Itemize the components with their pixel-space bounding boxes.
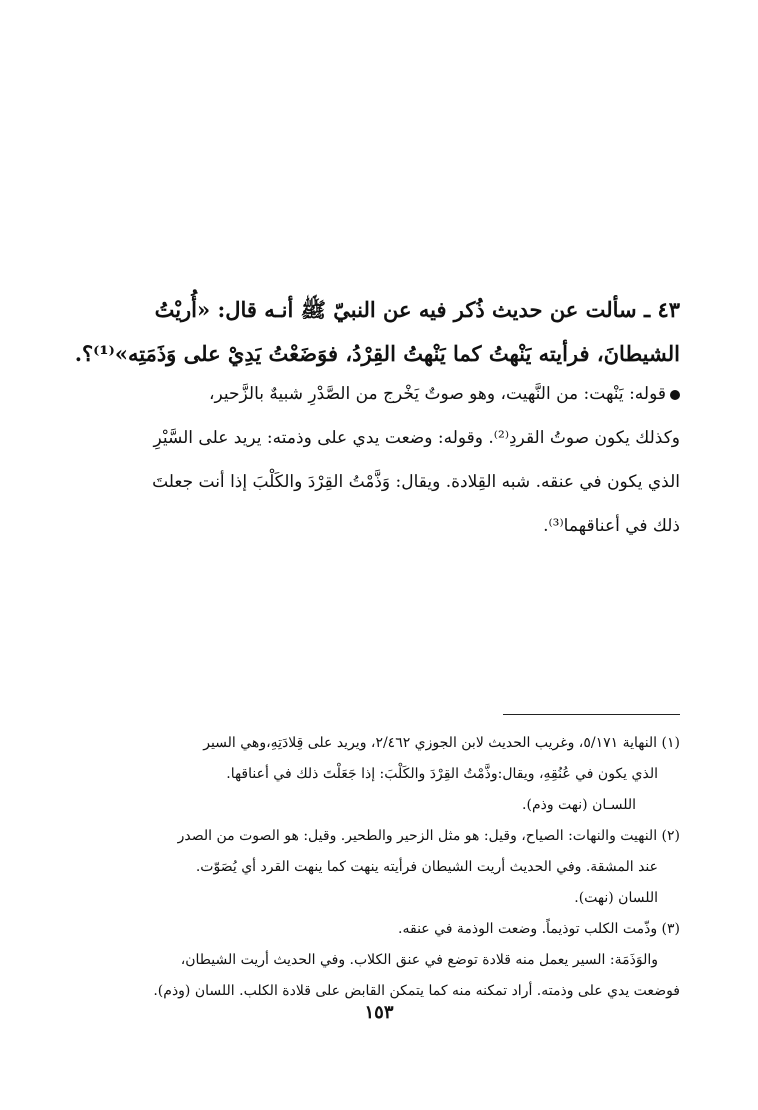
body-line-1 bbox=[70, 372, 680, 416]
footnote-3-line-3: فوضعت يدي على وذمته. أراد تمكنه منه كما يتمكن القابض على قلادة الكلب. اللسان (وذم). bbox=[153, 983, 680, 999]
bullet-icon bbox=[670, 390, 680, 400]
heading-line-2: الشيطانَ، فرأيته يَنْهتُ كما يَنْهتُ القِرْدُ، فوَضَعْتُ يَدِيْ على وَذَمَتِه»⁽¹⁾؟. bbox=[74, 341, 680, 366]
footnote-2-line-1: (٢) النهيت والنهات: الصياح، وقيل: هو مثل الزحير والطحير. وقيل: هو الصوت من الصدر bbox=[177, 828, 680, 844]
body-line-1-text: قوله: يَنْهت: من النَّهيت، وهو صوتٌ يَخْرج من الصَّدْرِ شبيهٌ بالزَّحير، bbox=[209, 384, 666, 404]
question-heading bbox=[70, 288, 680, 376]
body-line-4: ذلك في أعناقهما⁽³⁾. bbox=[543, 516, 680, 536]
footnote-1-line-2: الذي يكون في عُنُقِهِ، ويقال:وذَّمْتُ القِرْدَ والكَلْبَ: إذا جَعَلْتَ ذلك في أعناقها. bbox=[226, 766, 658, 782]
footnotes bbox=[70, 728, 680, 1007]
footnote-1-line-3: اللسـان (نهت وذم). bbox=[522, 797, 636, 813]
footnote-3-line-1: (٣) وذّمت الكلب توذيماً. وضعت الوذمة في عنقه. bbox=[398, 921, 680, 937]
page-number: ١٥٣ bbox=[364, 1002, 394, 1023]
body-line-2: وكذلك يكون صوتُ القردِ⁽²⁾. وقوله: وضعت يدي على وذمته: يريد على السَّيْرِ bbox=[153, 428, 680, 448]
footnote-separator bbox=[503, 714, 680, 715]
footnote-1-line-1: (١) النهاية ٥/١٧١، وغريب الحديث لابن الجوزي ٢/٤٦٢، ويريد على قِلادَتِهِ،وهي السير bbox=[203, 735, 680, 751]
explanation-paragraph bbox=[70, 372, 680, 548]
footnote-3-line-2: والوَذَمَة: السير يعمل منه قلادة توضع في عنق الكلاب. وفي الحديث أريت الشيطان، bbox=[180, 952, 658, 968]
footnote-2-line-2: عند المشقة. وفي الحديث أريت الشيطان فرأيته ينهت كما ينهت القرد أي يُصَوّت. bbox=[195, 859, 658, 875]
heading-line-1: ٤٣ ـ سألت عن حديث ذُكر فيه عن النبيّ ﷺ أنـه قال: «أُريْتُ bbox=[154, 297, 680, 322]
body-line-3: الذي يكون في عنقه. شبه القِلادة. ويقال: وَذَّمْتُ القِرْدَ والكَلْبَ إذا أنت جعلتَ bbox=[152, 472, 680, 492]
footnote-2-line-3: اللسان (نهت). bbox=[574, 890, 658, 906]
